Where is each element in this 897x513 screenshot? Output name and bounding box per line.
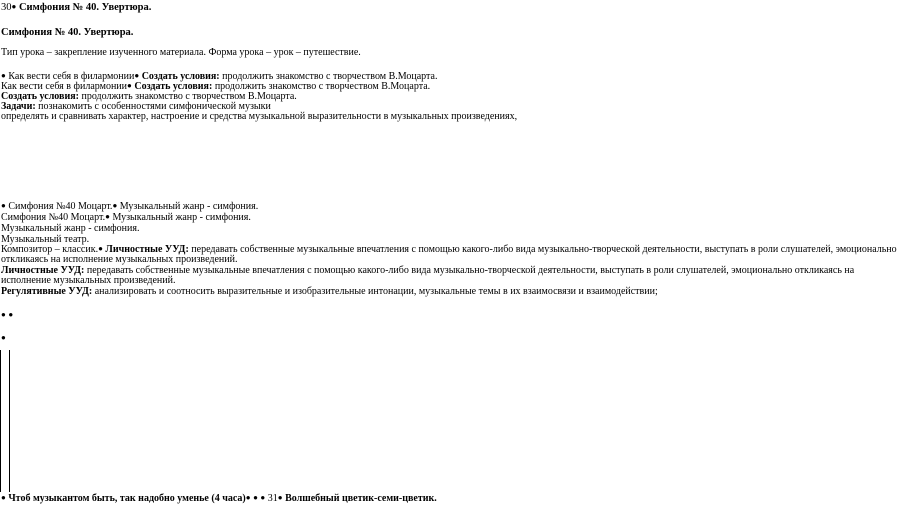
header-title: Симфония № 40. Увертюра. xyxy=(18,2,152,13)
footer-bold: Чтоб музыкантом быть, так надобно уменье (4 часа) xyxy=(8,493,246,504)
line-text: анализировать и соотносить выразительные и изобразительные интонации, музыкальные темы в их взаимосвязи и взаимодействии; xyxy=(94,286,658,297)
line-text: передавать собственные музыкальные впечатления с помощью какого-либо вида музыкально-творческой деятельности, выступать в роли слушателей, эмоционально xyxy=(191,244,897,255)
bullet-icon: ● xyxy=(253,493,258,502)
bullet-icon: ● xyxy=(1,71,6,80)
header-number: 30 xyxy=(1,2,12,13)
line-bold: Создать условия: xyxy=(1,91,79,102)
block2-line6: откликаясь на исполнение музыкальных произведений. xyxy=(1,254,238,265)
block1-line5: определять и сравнивать характер, настроение и средства музыкальной выразительности в музыкальных произведениях, xyxy=(1,111,518,122)
subtitle-text: Симфония № 40. Увертюра. xyxy=(1,27,134,38)
bullet-icon: ● xyxy=(98,244,103,253)
footer-line xyxy=(1,493,437,505)
empty-frame xyxy=(0,350,10,492)
line-text: Как вести себя в филармонии xyxy=(8,71,135,82)
footer-bold: Волшебный цветик-семи-цветик. xyxy=(285,493,437,504)
bullet-icon: ● xyxy=(127,81,132,90)
line-text: познакомить с особенностями симфонической музыки xyxy=(38,101,271,112)
line-bold: Личностные УУД: xyxy=(1,265,85,276)
block2-line3: Музыкальный жанр - симфония. xyxy=(1,223,140,234)
line-text: Симфония №40 Моцарт. xyxy=(1,212,106,223)
block2-line8: исполнение музыкальных произведений. xyxy=(1,275,176,286)
page-header xyxy=(1,2,151,14)
line-bold: Создать условия: xyxy=(134,81,213,92)
line-bold: Личностные УУД: xyxy=(105,244,189,255)
line-text: Композитор – классик. xyxy=(1,244,99,255)
line-text: продолжить знакомство с творчеством В.Моцарта. xyxy=(81,91,297,102)
lesson-type: Тип урока – закрепление изученного материала. Форма урока – урок – путешествие. xyxy=(1,47,361,58)
footer-number: 31 xyxy=(267,493,278,504)
bullet-icon: ● xyxy=(1,201,6,210)
bullet-icon: ● xyxy=(112,201,118,210)
block2-line4: Музыкальный театр. xyxy=(1,234,90,245)
line-text: Как вести себя в филармонии xyxy=(1,81,127,92)
line-text: Музыкальный жанр - симфония. xyxy=(119,201,259,212)
bullet-icon: ● xyxy=(105,212,110,221)
bullet-icon: ● xyxy=(245,493,251,502)
stray-bullets-1 xyxy=(1,310,13,322)
bullet-icon: ● xyxy=(134,71,140,80)
line-text: передавать собственные музыкальные впечатления с помощью какого-либо вида музыкально-творческой деятельности, выступать в роли слушателей, эмоционально откликаясь на xyxy=(86,265,855,276)
line-text: Симфония №40 Моцарт. xyxy=(8,201,113,212)
block2-line9 xyxy=(1,286,658,298)
bullet-icon: ● xyxy=(277,493,283,502)
bullet-icon: ● xyxy=(1,333,6,342)
line-bold: Задачи: xyxy=(1,101,36,112)
line-text: продолжить знакомство с творчеством В.Моцарта. xyxy=(214,81,431,92)
bullet-icon: ● xyxy=(1,493,6,502)
bullet-icon: ● xyxy=(260,493,266,502)
line-bold: Регулятивные УУД: xyxy=(1,286,93,297)
line-text: продолжить знакомство с творчеством В.Моцарта. xyxy=(222,71,438,82)
bullet-icon: ● xyxy=(8,310,14,319)
line-text: Музыкальный жанр - симфония. xyxy=(112,212,251,223)
line-bold: Создать условия: xyxy=(141,71,220,82)
stray-bullets-2 xyxy=(1,333,6,345)
bullet-icon: ● xyxy=(1,310,6,319)
subtitle xyxy=(1,27,133,39)
bullet-icon: ● xyxy=(11,2,17,11)
